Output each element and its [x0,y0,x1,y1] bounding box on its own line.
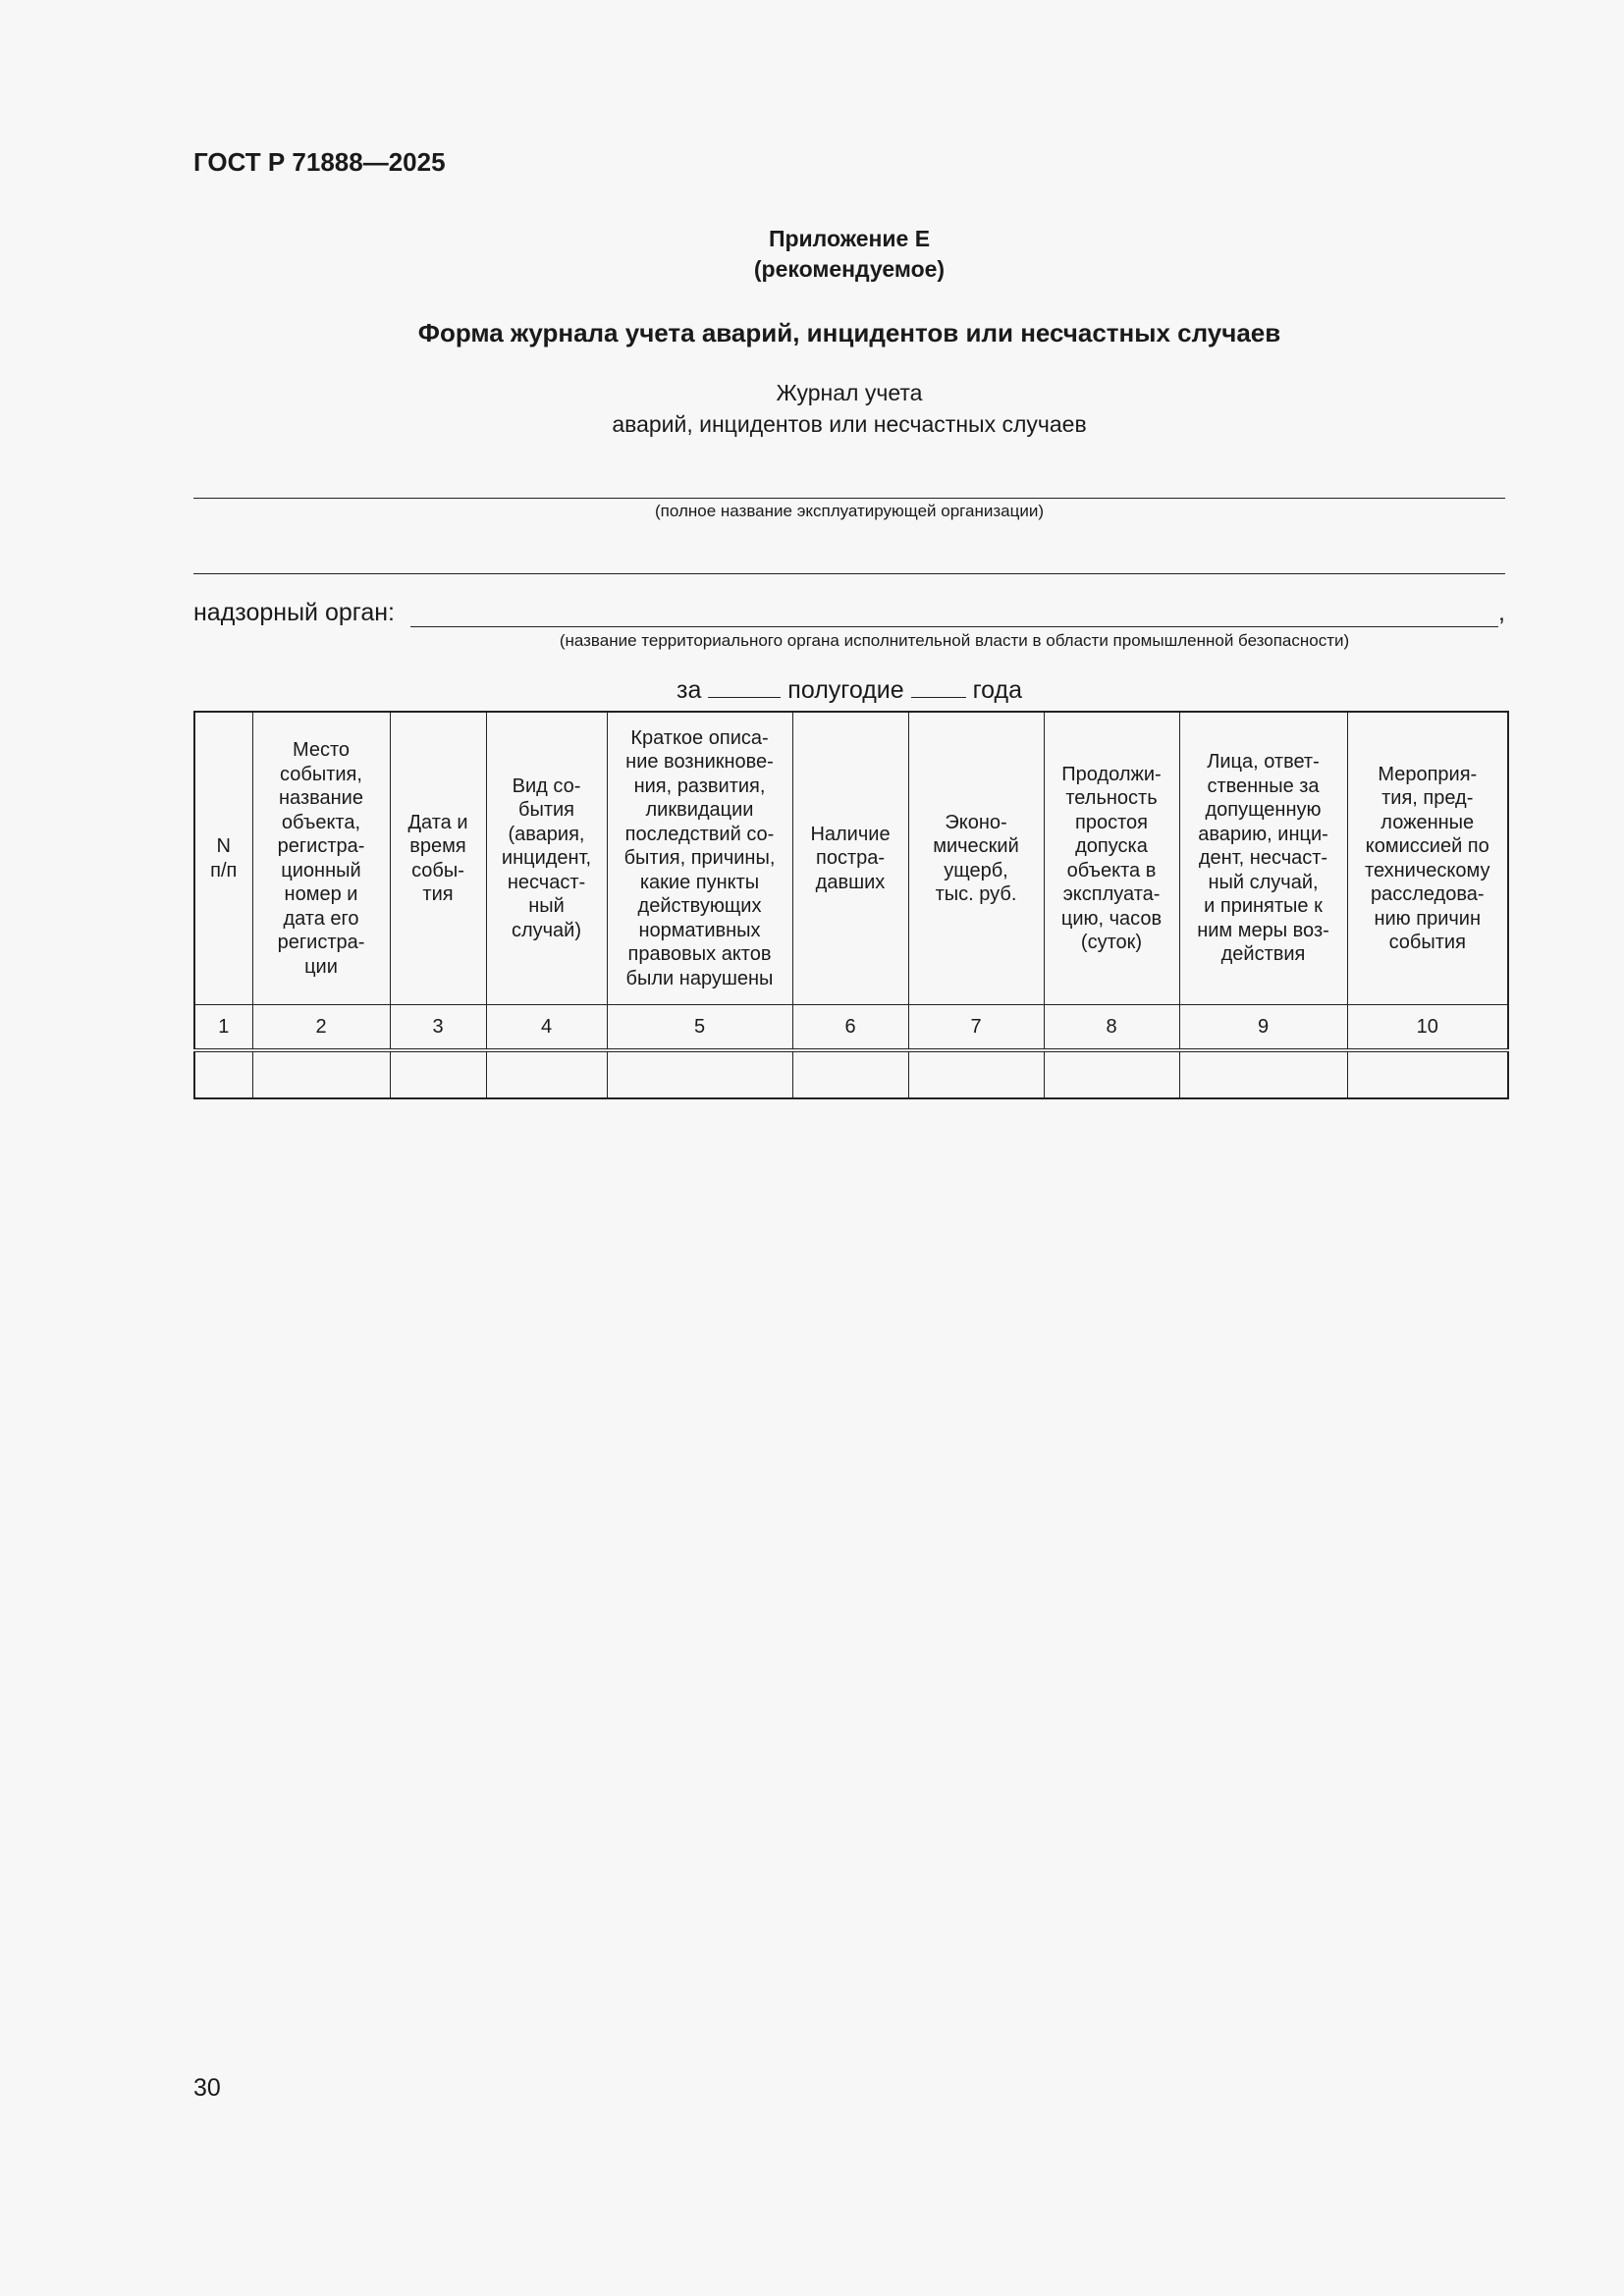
column-number-cell: 1 [194,1005,252,1051]
supervisor-label: надзорный орган: [193,599,396,626]
supervisor-comma: , [1498,599,1505,626]
supervisor-caption: (название территориального органа исполнительной власти в области промышленной безопасности) [559,631,1350,650]
column-number-cell: 2 [252,1005,390,1051]
header-cell: Лица, ответ- ственные за допущенную аварию, инци- дент, несчаст- ный случай, и принятые к ним меры воз- действия [1179,712,1347,1005]
journal-table [193,711,1509,1099]
empty-cell [607,1050,792,1098]
empty-cell [908,1050,1044,1098]
period-suffix: года [972,676,1022,704]
organization-name-caption: (полное название эксплуатирующей организации) [655,502,1044,520]
empty-cell [792,1050,908,1098]
empty-entry-row [194,1050,1508,1098]
period-prefix: за [677,676,702,704]
header-cell: Краткое описа- ние возникнове- ния, развития, ликвидации последствий со- бытия, причины, какие пункты действующих нормативных правовых актов были нарушены [607,712,792,1005]
period-middle: полугодие [787,676,904,704]
header-cell: Продолжи- тельность простоя допуска объекта в эксплуата- цию, часов (суток) [1044,712,1179,1005]
column-number-cell: 9 [1179,1005,1347,1051]
empty-cell [1347,1050,1508,1098]
column-number-cell: 6 [792,1005,908,1051]
page-number: 30 [193,2074,221,2102]
column-number-cell: 10 [1347,1005,1508,1051]
half-year-blank [708,675,781,698]
header-cell: Наличие постра- давших [792,712,908,1005]
journal-title-line-1: Журнал учета [776,380,923,405]
column-number-cell: 3 [390,1005,486,1051]
empty-cell [486,1050,607,1098]
supervisor-line [410,626,1498,627]
column-number-cell: 5 [607,1005,792,1051]
journal-title-line-2: аварий, инцидентов или несчастных случаев [612,411,1087,437]
table-header-row [194,712,1508,1005]
header-cell: Место события, название объекта, регистра- ционный номер и дата его регистра- ции [252,712,390,1005]
column-number-row [194,1005,1508,1051]
organization-name-line-2 [193,573,1505,574]
header-cell: N п/п [194,712,252,1005]
column-number-cell: 7 [908,1005,1044,1051]
organization-name-line [193,498,1505,499]
header-cell: Дата и время собы- тия [390,712,486,1005]
column-number-cell: 4 [486,1005,607,1051]
empty-cell [1179,1050,1347,1098]
empty-cell [1044,1050,1179,1098]
header-cell: Эконо- мический ущерб, тыс. руб. [908,712,1044,1005]
reporting-period [193,675,1505,705]
annex-title: Приложение Е [768,226,931,251]
annex-status: (рекомендуемое) [753,256,946,282]
header-cell: Вид со- бытия (авария, инцидент, несчаст- ный случай) [486,712,607,1005]
form-title: Форма журнала учета аварий, инцидентов или несчастных случаев [417,318,1281,347]
column-number-cell: 8 [1044,1005,1179,1051]
empty-cell [194,1050,252,1098]
document-code: ГОСТ Р 71888—2025 [193,147,446,177]
year-blank [911,675,966,698]
empty-cell [252,1050,390,1098]
empty-cell [390,1050,486,1098]
header-cell: Мероприя- тия, пред- ложенные комиссией по техническому расследова- нию причин события [1347,712,1508,1005]
